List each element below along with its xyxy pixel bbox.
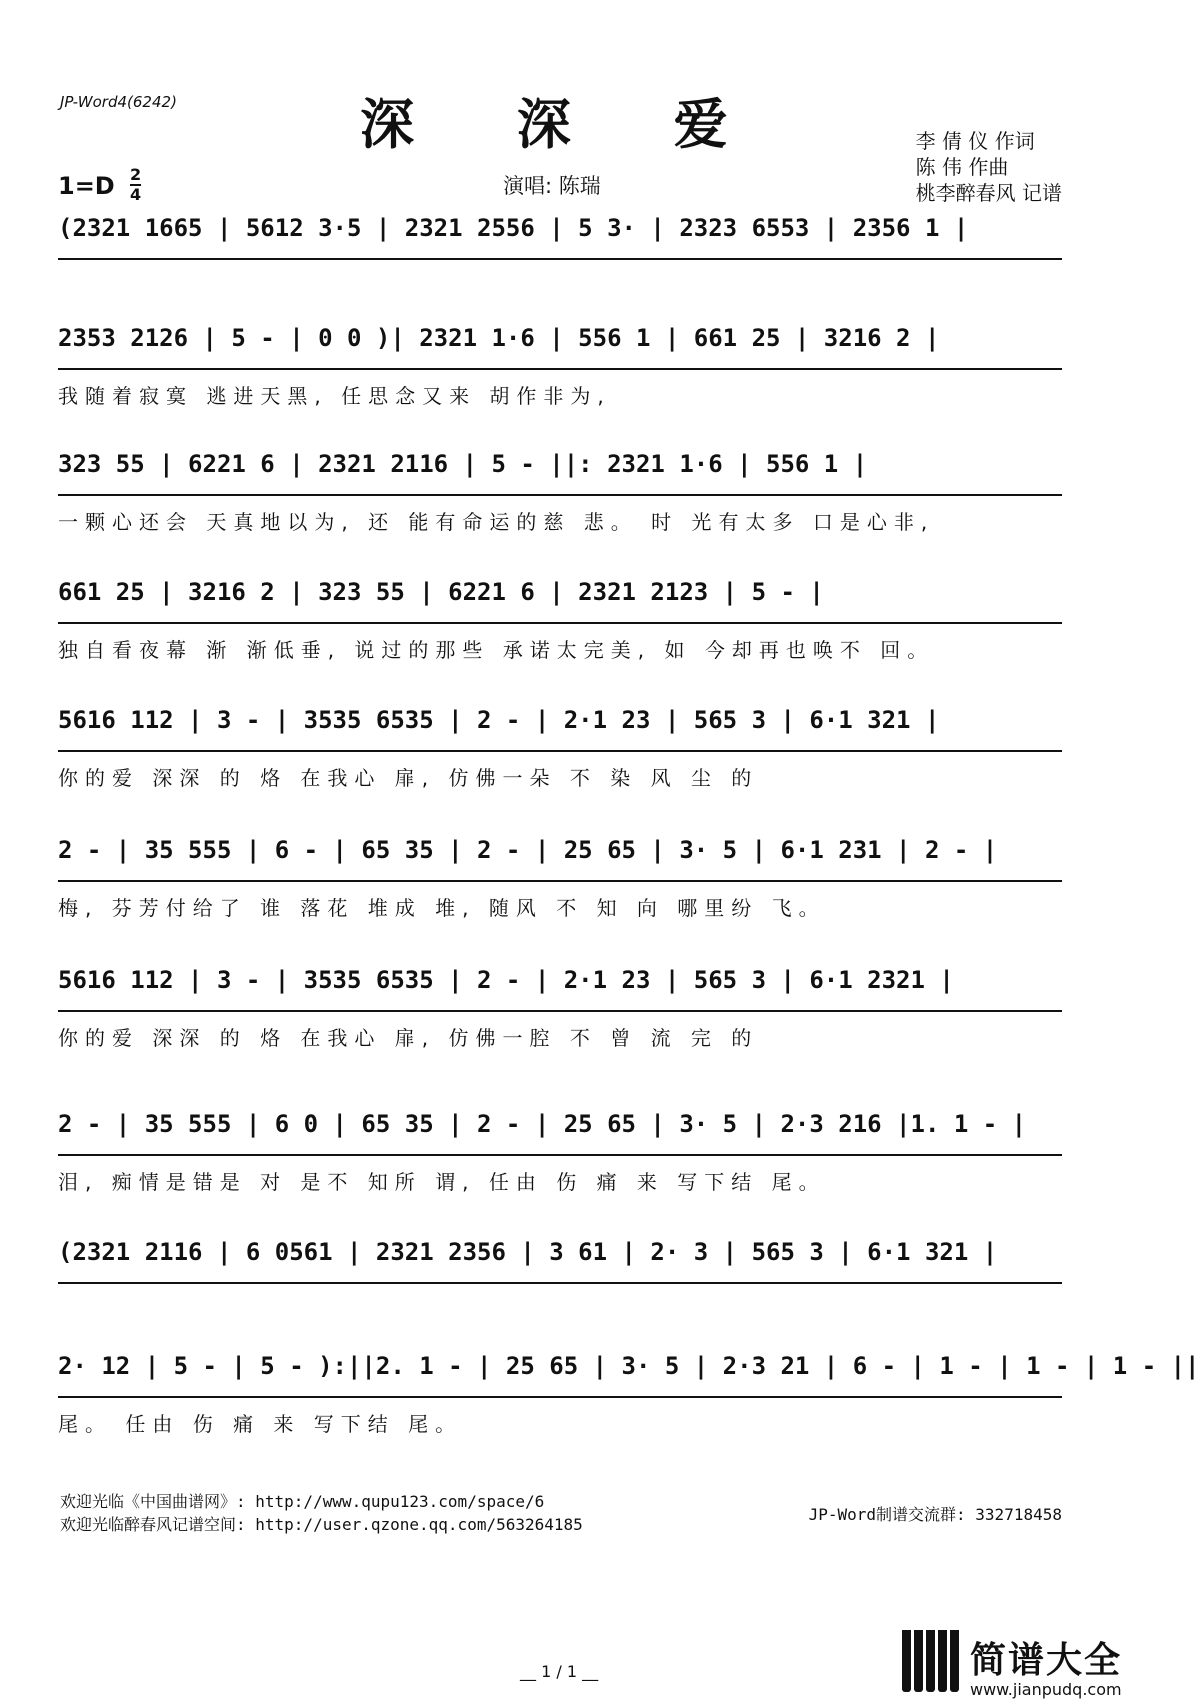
score-line <box>58 324 1062 434</box>
notes: 2353 2126 | 5 - | 0 0 )| 2321 1·6 | 556 1 | 661 25 | 3216 2 | <box>58 324 1062 370</box>
lyrics: 梅, 芬芳付给了 谁 落花 堆成 堆, 随风 不 知 向 哪里纷 飞。 <box>58 896 826 920</box>
composer: 陈 伟 作曲 <box>915 155 1009 179</box>
page-number: __ 1 / 1 __ <box>520 1662 599 1681</box>
score-line <box>58 214 1062 324</box>
singer: 演唱: 陈瑞 <box>503 174 601 198</box>
score-line <box>58 1110 1062 1220</box>
notes: 2· 12 | 5 - | 5 - ):||2. 1 - | 25 65 | 3· 5 | 2·3 21 | 6 - | 1 - | 1 - | 1 - || <box>58 1352 1062 1398</box>
credits <box>916 128 1062 206</box>
lyrics: 我随着寂寞 逃进天黑, 任思念又来 胡作非为, <box>58 384 611 408</box>
time-top: 2 <box>130 165 142 184</box>
score-line <box>58 1352 1200 1462</box>
lyrics: 一颗心还会 天真地以为, 还 能有命运的慈 悲。 时 光有太多 口是心非, <box>58 510 935 534</box>
transcriber: 桃李醉春风 记谱 <box>915 181 1062 205</box>
score-line <box>58 836 1062 946</box>
notes: 323 55 | 6221 6 | 2321 2116 | 5 - ||: 2321 1·6 | 556 1 | <box>58 450 1062 496</box>
score-line <box>58 706 1062 816</box>
notes: 5616 112 | 3 - | 3535 6535 | 2 - | 2·1 23 | 565 3 | 6·1 321 | <box>58 706 1062 752</box>
key-signature: 1=D <box>58 172 115 200</box>
lyrics: 你的爱 深深 的 烙 在我心 扉, 仿佛一腔 不 曾 流 完 的 <box>58 1026 759 1050</box>
time-bottom: 4 <box>130 185 142 204</box>
notes: (2321 1665 | 5612 3·5 | 2321 2556 | 5 3· | 2323 6553 | 2356 1 | <box>58 214 1062 260</box>
lyrics: 独自看夜幕 渐 渐低垂, 说过的那些 承诺太完美, 如 今却再也唤不 回。 <box>58 638 935 662</box>
notes: 2 - | 35 555 | 6 0 | 65 35 | 2 - | 25 65 | 3· 5 | 2·3 216 |1. 1 - | <box>58 1110 1062 1156</box>
time-signature <box>130 166 141 204</box>
score-line <box>58 966 1062 1076</box>
song-title: 深 深 爱 <box>360 92 770 156</box>
notes: 5616 112 | 3 - | 3535 6535 | 2 - | 2·1 23 | 565 3 | 6·1 2321 | <box>58 966 1062 1012</box>
score-line <box>58 1238 1062 1348</box>
lyricist: 李 倩 仪 作词 <box>915 129 1035 153</box>
score-line <box>58 450 1062 560</box>
notes: (2321 2116 | 6 0561 | 2321 2356 | 3 61 | 2· 3 | 565 3 | 6·1 321 | <box>58 1238 1062 1284</box>
notes: 2 - | 35 555 | 6 - | 65 35 | 2 - | 25 65 | 3· 5 | 6·1 231 | 2 - | <box>58 836 1062 882</box>
piano-keys-icon <box>900 1630 966 1700</box>
lyrics: 你的爱 深深 的 烙 在我心 扉, 仿佛一朵 不 染 风 尘 的 <box>58 766 759 790</box>
lyrics: 泪, 痴情是错是 对 是不 知所 谓, 任由 伤 痛 来 写下结 尾。 <box>58 1170 826 1194</box>
footer-site1[interactable]: 欢迎光临《中国曲谱网》: http://www.qupu123.com/space/6 <box>60 1492 545 1511</box>
watermark-url: www.jianpudq.com <box>970 1680 1122 1699</box>
footer-site2[interactable]: 欢迎光临醉春风记谱空间: http://user.qzone.qq.com/563264185 <box>60 1515 583 1534</box>
footer-links <box>60 1490 583 1536</box>
footer-group: JP-Word制谱交流群: 332718458 <box>808 1505 1062 1524</box>
watermark-brand: 简谱大全 <box>970 1640 1123 1681</box>
notes: 661 25 | 3216 2 | 323 55 | 6221 6 | 2321 2123 | 5 - | <box>58 578 1062 624</box>
lyrics: 尾。 任由 伤 痛 来 写下结 尾。 <box>58 1412 463 1436</box>
watermark-logo <box>900 1630 1123 1704</box>
score-line <box>58 578 1062 688</box>
source-label: JP-Word4(6242) <box>60 93 177 111</box>
